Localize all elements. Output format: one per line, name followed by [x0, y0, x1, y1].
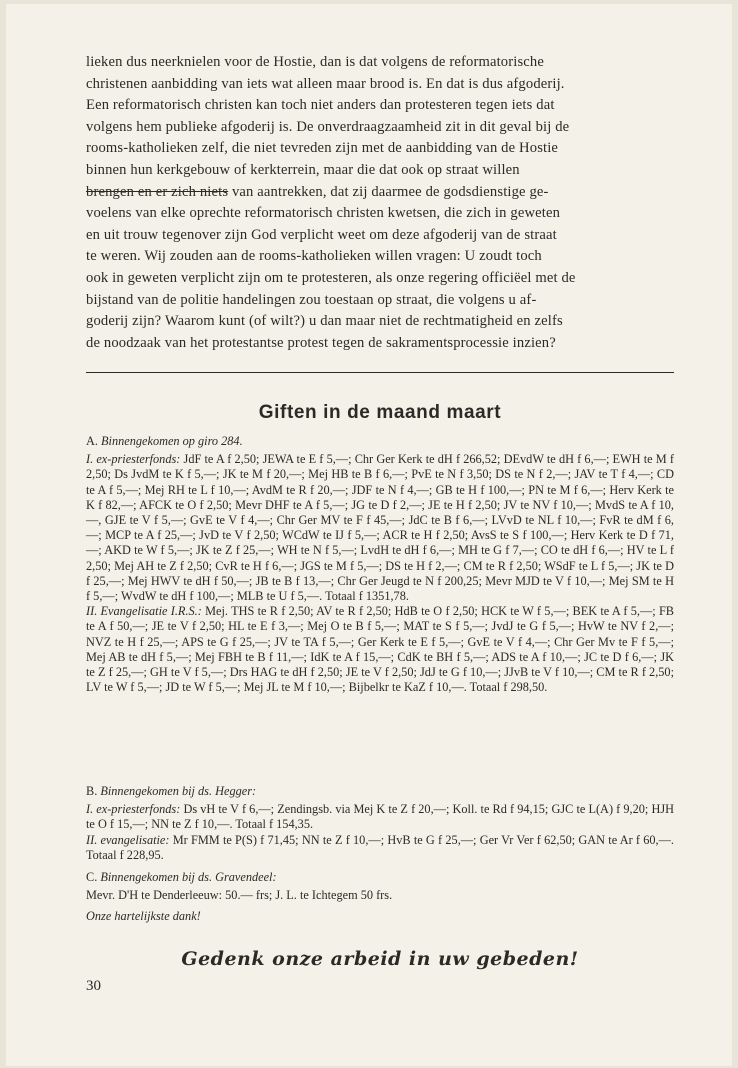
- article-line: en uit trouw tegenover zijn God verplicht weet om deze afgoderij van de straat: [86, 226, 557, 243]
- section-b-evangelisatie: II. evangelisatie: Mr FMM te P(S) f 71,45; NN te Z f 10,—; HvB te G f 25,—; Ger Vr Ver f 62,50; GAN te Ar f 60,—. Totaal f 228,95.: [86, 832, 675, 862]
- section-b-ex-priesterfonds: I. ex-priesterfonds: Ds vH te V f 6,—; Zendingsb. via Mej K te Z f 20,—; Koll. te Rd f 94,15; GJC te L(A) f 9,20; HJH te O f 15,—; NN te Z f 10,—. Totaal f 154,35.: [86, 802, 674, 832]
- section-a-title: A. Binnengekomen op giro 284.: [86, 434, 243, 448]
- section-b: [86, 784, 674, 863]
- section-a-evangelisatie: II. Evangelisatie I.R.S.: Mej. THS te R f 2,50; AV te R f 2,50; HdB te O f 2,50; HCK te W f 5,—; BEK te A f 5,—; FB te A f 50,—; JE te V f 2,50; HL te E f 3,—; Mej O te B f 5,—; MAT te S f 5,—; JvdJ te G f 5,—; HvW te NV f 2,—; NVZ te H f 25,—; APS te G f 25,—; JV te TA f 5,—; Ger Kerk te E f 5,—; GvE te V f 4,—; Chr Ger Mv te F f 5,—; Mej AB te dH f 5,—; Mej FBH te B f 11,—; IdK te A f 15,—; CdK te BH f 5,—; ADS te A f 10,—; JC te D f 6,—; JK te Z f 25,—; GH te V f 5,—; Drs HAG te dH f 2,50; JE te V f 2,50; JdJ te G f 10,—; JJvB te V f 10,—; CM te R f 2,50; LV te W f 5,—; JD te W f 5,—; Mej JL te M f 10,—; Bijbelkr te KaZ f 10,—. Totaal f 298,50.: [86, 604, 674, 695]
- article-line: rooms-katholieken zelf, die niet tevreden zijn met de aanbidding van de Hostie: [86, 140, 559, 157]
- article-line: ook in geweten verplicht zijn om te protesteren, als onze regering officiëel met de: [86, 269, 576, 286]
- article-line: voelens van elke oprechte reformatorisch christen kwetsen, die zich in geweten: [86, 205, 561, 222]
- thanks-line: Onze hartelijkste dank!: [86, 909, 201, 924]
- closing-motto: Gedenk onze arbeid in uw gebeden!: [181, 948, 579, 970]
- article-line: binnen hun kerkgebouw of kerkterrein, maar die dat ook op straat willen: [86, 161, 520, 178]
- article-line-with-strikethrough: [86, 182, 674, 204]
- section-a-ex-priesterfonds: I. ex-priesterfonds: JdF te A f 2,50; JEWA te E f 5,—; Chr Ger Kerk te dH f 266,52; DEvdW te dH f 6,—; EWH te M f 2,50; Ds JvdM te K f 5,—; JK te M f 20,—; Mej HB te B f 6,—; PvE te N f 3,50; DS te N f 2,—; JAV te T f 4,—; CD te A f 5,—; Mej RH te L f 10,—; AvdM te R f 20,—; JDF te N f 4,—; GB te H f 100,—; PN te M f 6,—; Herv Kerk te K f 82,—; AFCK te O f 2,50; Mevr DHF te A f 5,—; JG te D f 2,—; JE te H f 2,50; JV te NV f 10,—; MvdS te A f 10,—, GJE te V f 5,—; GvE te V f 4,—; Chr Ger MV te F f 45,—; JdC te B f 6,—; LVvD te NL f 10,—; FvR te dM f 6,—; MCP te A f 25,—; JvD te V f 2,50; WCdW te IJ f 5,—; ACR te H f 2,50; AvsS te S f 100,—; Herv Kerk te D f 71,—; AKD te W f 5,—; JK te Z f 25,—; WH te N f 5,—; LvdH te dH f 6,—; MH te G f 7,—; CO te dH f 6,—; HV te L f 2,50; Mej AH te Z f 2,50; CvR te H f 6,—; JGS te M f 5,—; DS te H f 2,—; CM te R f 2,50; WSdF te L f 5,—; JK te D f 25,—; Mej HWV te dH f 50,—; JB te B f 13,—; Chr Ger Jeugd te N f 200,25; Mevr MJD te V f 10,—; Mej SM te H f 5,—; WvdW te dH f 100,—; MLB te U f 5,—. Totaal f 1351,78.: [86, 452, 674, 604]
- page-number: 30: [86, 978, 101, 994]
- article-line: lieken dus neerknielen voor de Hostie, dan is dat volgens de reformatorische: [86, 54, 544, 70]
- article-line: goderij zijn? Waarom kunt (of wilt?) u dan maar niet de rechtmatigheid en zelfs: [86, 313, 563, 330]
- article-line: te weren. Wij zouden aan de rooms-katholieken willen vragen: U zoudt toch: [86, 248, 542, 265]
- article-line: de noodzaak van het protestantse protest tegen de sakramentsprocessie inzien?: [86, 334, 556, 351]
- section-b-title: B. Binnengekomen bij ds. Hegger:: [86, 784, 257, 798]
- article-paragraph: [86, 52, 674, 354]
- document-page: [6, 4, 732, 1066]
- section-c-title: C. Binnengekomen bij ds. Gravendeel:: [86, 870, 277, 884]
- struck-text: brengen en er zich niets: [86, 183, 229, 200]
- line-remainder: van aantrekken, dat zij daarmee de godsdienstige ge-: [228, 183, 549, 200]
- section-c: [86, 870, 674, 925]
- article-line: bijstand van de politie handelingen zou toestaan op straat, die volgens u af-: [86, 291, 537, 308]
- gifts-heading: Giften in de maand maart: [258, 402, 502, 423]
- article-line: volgens hem publieke afgoderij is. De onverdraagzaamheid zit in dit geval bij de: [86, 118, 570, 135]
- section-divider: [86, 372, 674, 373]
- section-a: [86, 434, 674, 695]
- article-line: christenen aanbidding van iets wat alleen maar brood is. En dat is dus afgoderij.: [86, 75, 565, 92]
- article-line: Een reformatorisch christen kan toch niet anders dan protesteren tegen iets dat: [86, 97, 555, 114]
- section-c-text: Mevr. D'H te Denderleeuw: 50.— frs; J. L. te Ichtegem 50 frs.: [86, 888, 393, 903]
